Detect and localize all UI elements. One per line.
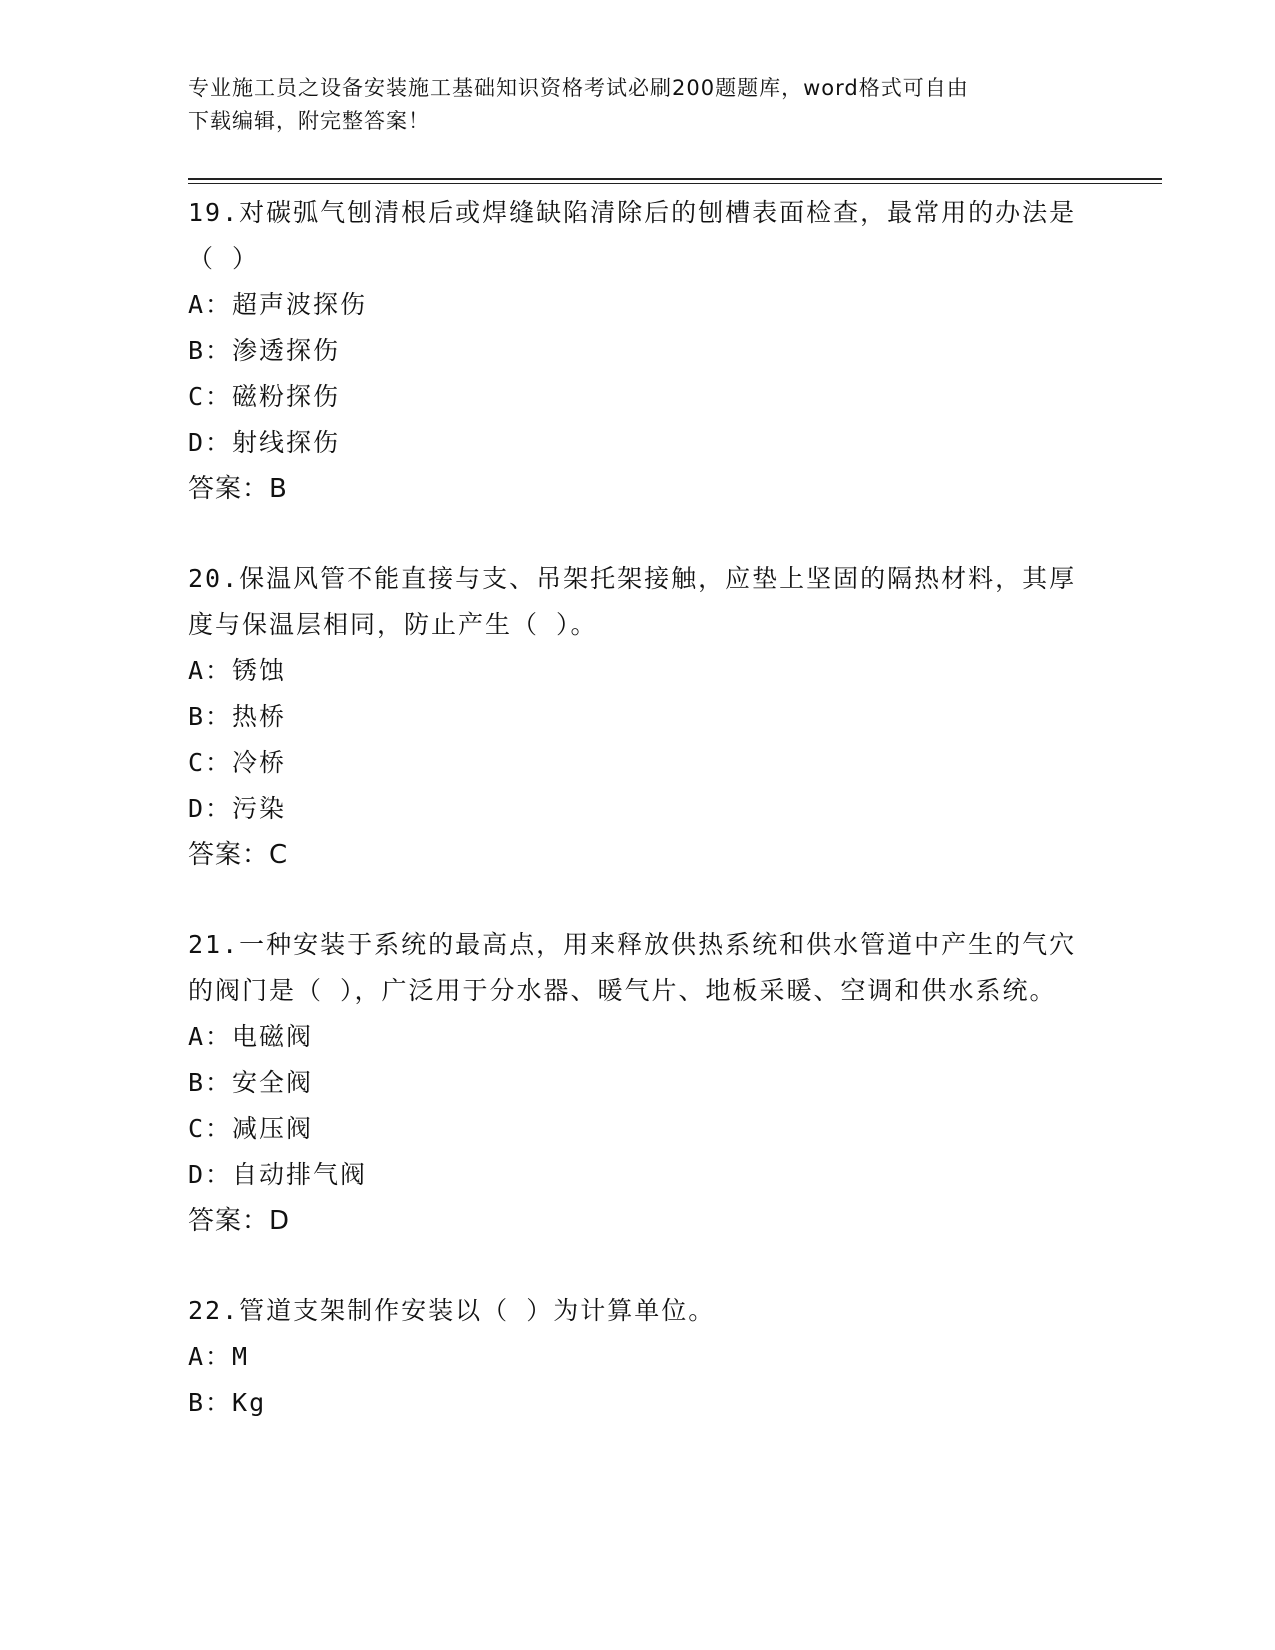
option-a: A：锈蚀: [188, 656, 287, 685]
option-d: D：污染: [188, 794, 287, 823]
option-c: C：磁粉探伤: [188, 382, 341, 411]
answer-label: 答案：B: [188, 474, 288, 504]
option-b: B：渗透探伤: [188, 336, 341, 365]
answer-label: 答案：C: [188, 840, 289, 870]
header-divider-thick: [188, 178, 1162, 180]
question-stem: 20.保温风管不能直接与支、吊架托架接触，应垫上坚固的隔热材料，其厚度与保温层相同，防止产生（ ）。: [188, 564, 1077, 639]
option-b: B：热桥: [188, 702, 287, 731]
option-a: A：超声波探伤: [188, 290, 368, 319]
option-d: D：自动排气阀: [188, 1160, 368, 1189]
question-list: [188, 190, 1088, 1426]
question-19: [188, 190, 1088, 512]
question-stem: 21.一种安装于系统的最高点，用来释放供热系统和供水管道中产生的气穴的阀门是（ ），广泛用于分水器、暖气片、地板采暖、空调和供水系统。: [188, 930, 1077, 1005]
option-c: C：冷桥: [188, 748, 287, 777]
option-b: B：Kg: [188, 1388, 267, 1417]
question-spacer: [188, 1244, 1088, 1288]
question-stem: 22.管道支架制作安装以（ ）为计算单位。: [188, 1296, 716, 1325]
document-header: [188, 72, 1068, 138]
option-c: C：减压阀: [188, 1114, 314, 1143]
question-spacer: [188, 512, 1088, 556]
option-a: A：M: [188, 1342, 250, 1371]
option-d: D：射线探伤: [188, 428, 341, 457]
header-divider-thin: [188, 183, 1162, 184]
option-a: A：电磁阀: [188, 1022, 314, 1051]
question-21: [188, 922, 1088, 1244]
question-stem: 19.对碳弧气刨清根后或焊缝缺陷清除后的刨槽表面检查，最常用的办法是（ ）: [188, 198, 1077, 273]
question-20: [188, 556, 1088, 878]
option-b: B：安全阀: [188, 1068, 314, 1097]
question-spacer: [188, 878, 1088, 922]
question-22: [188, 1288, 1088, 1426]
answer-label: 答案：D: [188, 1206, 291, 1236]
header-line-1: 专业施工员之设备安装施工基础知识资格考试必刷200题题库，word格式可自由: [188, 76, 969, 100]
header-line-2: 下载编辑，附完整答案！: [188, 109, 430, 133]
